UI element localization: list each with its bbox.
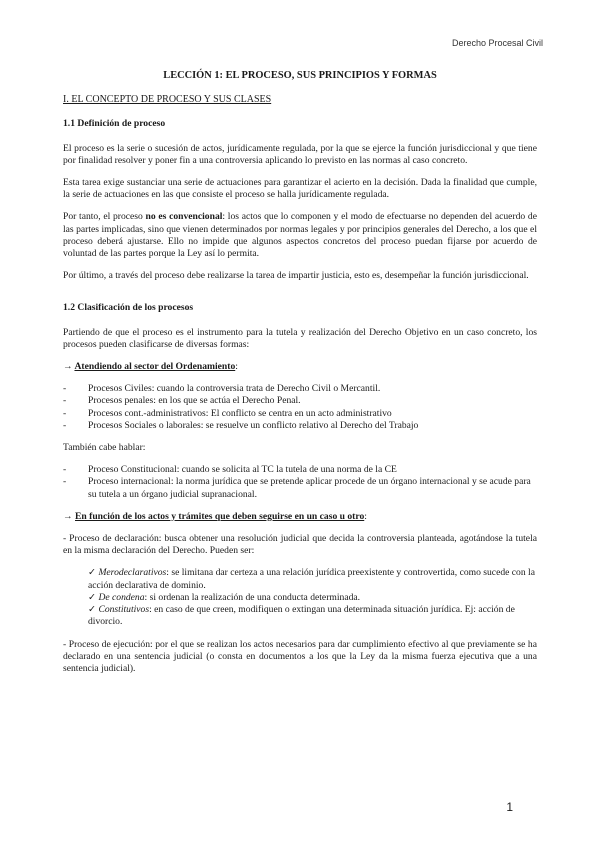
arrow-icon: → [63,361,75,373]
text-fragment: : los actos que lo componen y el modo de efectuarse no dependen del acuerdo de las partes implicadas, sino que vienen determinados por normas legales y por principios generales del Derecho, a los que el proceso deberá ajustarse. Ello no impide que algunos aspectos concretos del proceso puedan fijarse por acuerdo de voluntad de las partes porque la Ley así lo permita. [63,211,537,260]
subsection-heading-definition: 1.1 Definición de proceso [63,118,166,130]
paragraph-non-conventional [63,211,537,260]
criterion-title: Atendiendo al sector del Ordenamiento [74,361,236,373]
criterion-title: En función de los actos y trámites que deben seguirse en un caso u otro [75,510,365,522]
paragraph-execution-process: - Proceso de ejecución: por el que se realizan los actos necesarios para dar cumplimiento efectivo al que previamente se ha declarado en una sentencia judicial (o consta en documentos a los que la Ley da la misma fuerza ejecutiva que a una sentencia judicial). [63,638,537,674]
list-item: ✓ Merodeclarativos: se limitana dar certeza a una relación jurídica preexistente y controvertida, como sucede con la acción declarativa de dominio. [88,567,535,591]
list-item: - Proceso Constitucional: cuando se solicita al TC la tutela de una norma de la CE [63,464,397,476]
running-header: Derecho Procesal Civil [451,38,543,48]
criterion-heading-acts: → En función de los actos y trámites que deben seguirse en un caso u otro: [63,510,367,522]
list-item: - Procesos Civiles: cuando la controversia trata de Derecho Civil o Mercantil. [63,383,381,395]
paragraph-declaration-process: - Proceso de declaración: busca obtener una resolución judicial que decida la controversia planteada, agotándose la tutela en la misma declaración del Derecho. Pueden ser: [63,533,537,557]
list-item: ✓ De condena: si ordenan la realización de una conducta determinada. [88,591,361,603]
list-item: ✓ Constitutivos: en caso de que creen, modifiquen o extingan una determinada situación jurídica. Ej: acción de divorcio. [88,604,515,628]
criterion-heading-sector: → Atendiendo al sector del Ordenamiento: [63,361,238,373]
list-item: - Procesos penales: en los que se actúa el Derecho Penal. [63,395,301,407]
list-declaration-types [63,567,537,628]
bold-term: no es convencional [145,211,223,223]
check-icon: ✓ [88,591,99,603]
document-body [63,70,537,685]
paragraph-definition: El proceso es la serie o sucesión de actos, jurídicamente regulada, por la que se ejerce la función jurisdiccional y que tiene por finalidad resolver y poner fin a una controversia aplicando lo previsto en las normas al caso concreto. [63,142,537,166]
check-icon: ✓ [88,567,99,579]
paragraph-classification-intro: Partiendo de que el proceso es el instrumento para la tutela y realización del Derecho Objetivo en un caso concreto, los procesos pueden clasificarse de diversas formas: [63,326,537,350]
paragraph-regulation: Esta tarea exige sustanciar una serie de actuaciones para garantizar el acierto en la decisión. Dada la finalidad que cumple, la serie de actuaciones en las que consiste el proceso se halla jurídicamente regulada. [63,177,537,201]
page-number: 1 [506,800,513,814]
paragraph-justice: Por último, a través del proceso debe realizarse la tarea de impartir justicia, esto es, desempeñar la función jurisdiccional. [63,270,529,282]
paragraph-also: También cabe hablar: [63,442,146,454]
list-item: - Procesos Sociales o laborales: se resuelve un conflicto relativo al Derecho del Trabajo [63,419,419,431]
text-fragment: Por tanto, el proceso [63,211,146,223]
arrow-icon: → [63,510,75,522]
section-heading: I. EL CONCEPTO DE PROCESO Y SUS CLASES [63,94,272,106]
list-other-processes [63,464,537,501]
lesson-title: LECCIÓN 1: EL PROCESO, SUS PRINCIPIOS Y FORMAS [163,70,437,81]
list-item: - Procesos cont.-administrativos: El conflicto se centra en un acto administrativo [63,407,392,419]
subsection-heading-classification: 1.2 Clasificación de los procesos [63,302,194,314]
list-sector [63,383,537,432]
list-item: - Proceso internacional: la norma jurídica que se pretende aplicar procede de un órgano internacional y se acude para su tutela a un órgano judicial supranacional. [63,476,531,500]
check-icon: ✓ [88,604,99,616]
